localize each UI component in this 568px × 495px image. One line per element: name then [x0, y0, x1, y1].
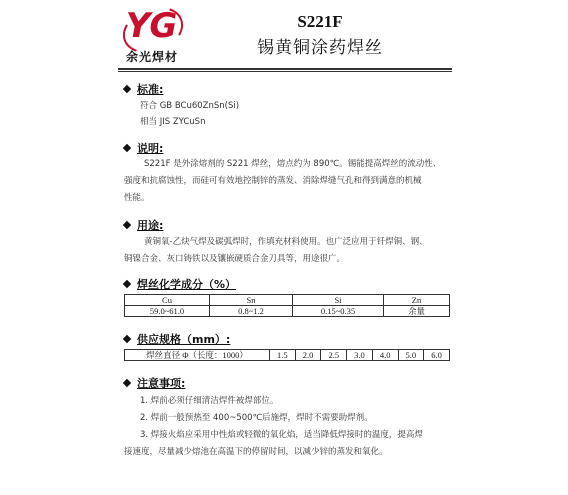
- table-header-row: [125, 295, 450, 306]
- diamond-bullet-icon: [123, 335, 131, 343]
- diamond-bullet-icon: [123, 144, 131, 152]
- header-rule: [118, 68, 452, 70]
- note-line-2: 2. 焊前一般预热至 400~500℃后施焊，焊时不需要助焊剂。: [140, 413, 373, 423]
- description-line-1: S221F 是外涂熔剂的 S221 焊丝，熔点约为 890℃。锡能提高焊丝的流动性、: [144, 159, 442, 169]
- table-cell: 59.0~61.0: [125, 306, 210, 317]
- note-line-4: 接速度，尽量减少熔池在高温下的停留时间，以减少锌的蒸发和氧化。: [124, 447, 388, 457]
- standard-line-2: 相当 JIS ZYCuSn: [140, 117, 206, 127]
- table-cell: 5.0: [398, 350, 424, 361]
- usage-line-1: 黄铜氧-乙炔气焊及碳弧焊时，作填充材料使用。也广泛应用于钎焊铜、钢、: [144, 237, 428, 247]
- table-cell: 2.5: [321, 350, 347, 361]
- diamond-bullet-icon: [123, 85, 131, 93]
- note-line-3: 3. 焊接火焰应采用中性焰或轻微的氧化焰，适当降低焊接时的温度，提高焊: [140, 430, 423, 440]
- table-header-cell: Si: [293, 295, 384, 306]
- logo-mark: YG: [125, 6, 177, 46]
- table-cell: 0.15~0.35: [293, 306, 384, 317]
- composition-table: [124, 294, 450, 317]
- diamond-bullet-icon: [123, 280, 131, 288]
- diamond-bullet-icon: [123, 379, 131, 387]
- section-notes-heading: 注意事项:: [124, 375, 185, 391]
- table-cell: 1.5: [270, 350, 296, 361]
- brand-logo: [118, 6, 184, 68]
- diamond-bullet-icon: [123, 221, 131, 229]
- product-name: 锡黄铜涂药焊丝: [257, 38, 383, 58]
- table-cell: 余量: [384, 306, 450, 317]
- table-header-cell: Zn: [384, 295, 450, 306]
- section-composition-heading: 焊丝化学成分（%）: [124, 276, 236, 292]
- usage-line-2: 铜镍合金、灰口铸铁以及镶嵌硬质合金刀具等，用途很广。: [124, 254, 346, 264]
- note-line-1: 1. 焊前必须仔细清洁焊件被焊部位。: [140, 396, 279, 406]
- section-usage-heading: 用途:: [124, 217, 163, 233]
- table-header-cell: Sn: [210, 295, 293, 306]
- header-rule-thin: [118, 71, 452, 72]
- product-model: S221F: [297, 12, 343, 31]
- section-supply-heading: 供应规格（mm）:: [124, 331, 230, 347]
- supply-table: [124, 349, 450, 361]
- table-header-cell: Cu: [125, 295, 210, 306]
- logo-company-name: 余光焊材: [125, 50, 178, 64]
- table-cell: 0.8~1.2: [210, 306, 293, 317]
- description-line-3: 性能。: [124, 193, 150, 203]
- table-row: [125, 306, 450, 317]
- section-description-heading: 说明:: [124, 140, 163, 156]
- table-cell-label: 焊丝直径 Φ（长度：1000）: [125, 350, 270, 361]
- table-row: [125, 350, 450, 361]
- description-line-2: 强度和抗腐蚀性，而硅可有效地控制锌的蒸发、消除焊缝气孔和得到满意的机械: [124, 176, 422, 186]
- table-cell: 4.0: [372, 350, 398, 361]
- table-cell: 2.0: [295, 350, 321, 361]
- standard-line-1: 符合 GB BCu60ZnSn(Si): [140, 101, 240, 111]
- section-standard-heading: 标准:: [124, 81, 163, 97]
- table-cell: 3.0: [347, 350, 373, 361]
- table-cell: 6.0: [424, 350, 450, 361]
